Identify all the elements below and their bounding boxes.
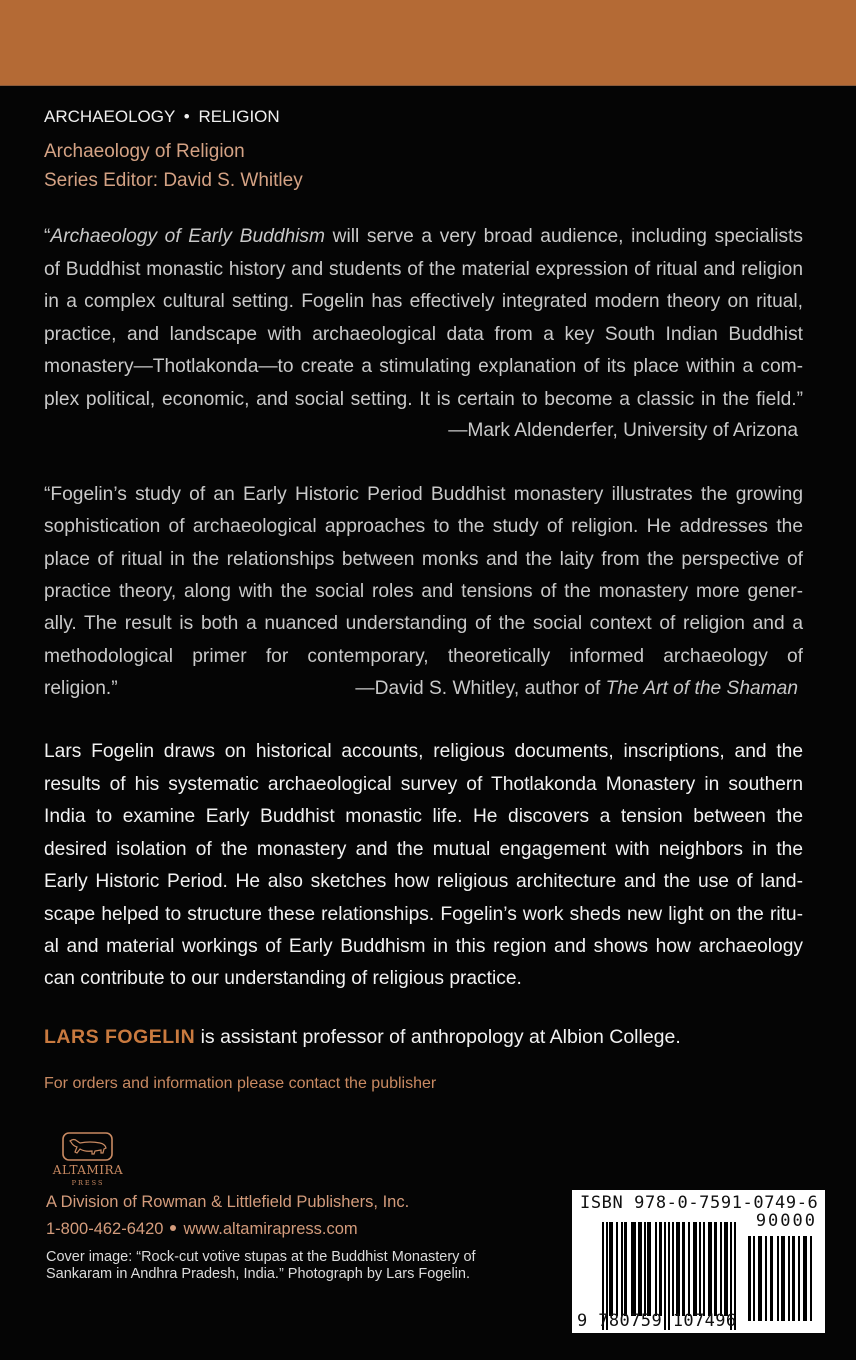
isbn-barcode [572, 1190, 825, 1333]
author-bio-text: is assistant professor of anthropology at Albion College. [195, 1026, 681, 1048]
publisher-phone: 1-800-462-6420 [46, 1220, 164, 1238]
author-bio [44, 1026, 681, 1049]
publisher-website[interactable]: www.altamirapress.com [183, 1220, 358, 1238]
ean-number: 9 780759 107496 [577, 1311, 737, 1331]
cover-image-credit [46, 1249, 476, 1283]
category-archaeology: ARCHAEOLOGY [44, 107, 176, 126]
series-title: Archaeology of Religion [44, 141, 245, 162]
top-color-band [0, 0, 856, 86]
quote-line: “Fogelin’s study of an Early Historic Period Buddhist monastery illustrates the growing [44, 484, 803, 505]
isbn-label: ISBN 978-0-7591-0749-6 [580, 1193, 819, 1213]
cited-book-title: The Art of the Shaman [605, 677, 798, 699]
description-line: scape helped to structure these relationships. Fogelin’s work sheds new light on the ritu- [44, 903, 803, 925]
description-line: can contribute to our understanding of religious practice. [44, 968, 522, 989]
cover-credit-line: Cover image: “Rock-cut votive stupas at the Buddhist Monastery of [46, 1249, 476, 1265]
svg-text:PRESS: PRESS [71, 1179, 105, 1187]
author-name: LARS FOGELIN [44, 1026, 196, 1048]
description-line: desired isolation of the monastery and the mutual engagement with neighbors in the [44, 838, 803, 860]
description-line: Early Historic Period. He also sketches how religious architecture and the use of land- [44, 871, 803, 892]
category-separator: • [183, 107, 190, 126]
description-line: results of his systematic archaeological survey of Thotlakonda Monastery in southern [44, 773, 803, 795]
bullet-separator [170, 1225, 176, 1231]
description-line: al and material workings of Early Buddhism in this region and shows how archaeology [44, 936, 803, 957]
quote-line: of Buddhist monastic history and students of the material expression of ritual and religion [44, 258, 803, 280]
quote-line-last [44, 672, 803, 705]
quote-line: plex political, economic, and social setting. It is certain to become a classic in the field.” [44, 388, 803, 410]
quote-line: sophistication of archaeological approaches to the study of religion. He addresses the [44, 516, 803, 538]
category-label [44, 107, 280, 127]
quote-attribution: —David S. Whitley, author of The Art of the Shaman [355, 677, 798, 699]
quote-line: “Archaeology of Early Buddhism will serve a very broad audience, including specialists [44, 226, 804, 247]
price-addon: 90000 [755, 1211, 817, 1231]
quote-line: in a complex cultural setting. Fogelin has effectively integrated modern theory on ritual, [44, 291, 803, 312]
altamira-press-logo [44, 1130, 134, 1188]
quote-line: practice, and landscape with archaeological data from a key South Indian Buddhist [44, 323, 803, 345]
quote-line: methodological primer for contemporary, theoretically informed archaeology of [44, 645, 803, 667]
category-religion: RELIGION [198, 107, 280, 126]
publisher-division: A Division of Rowman & Littlefield Publishers, Inc. [46, 1193, 410, 1211]
cover-credit-line: Sankaram in Andhra Pradesh, India.” Photograph by Lars Fogelin. [46, 1266, 470, 1282]
description-line: Lars Fogelin draws on historical accounts, religious documents, inscriptions, and the [44, 741, 803, 762]
quote-attribution: —Mark Aldenderfer, University of Arizona [448, 420, 798, 441]
orders-note: For orders and information please contact the publisher [44, 1075, 437, 1092]
quote-line: practice theory, along with the social roles and tensions of the monastery more gener- [44, 580, 803, 602]
svg-text:ALTAMIRA: ALTAMIRA [52, 1163, 124, 1177]
bull-icon [44, 1130, 134, 1188]
publisher-contact [46, 1220, 358, 1239]
description-line: India to examine Early Buddhist monastic life. He discovers a tension between the [44, 806, 803, 827]
series-editor: Series Editor: David S. Whitley [44, 170, 303, 191]
book-title: Archaeology of Early Buddhism [50, 226, 325, 247]
quote-line: place of ritual in the relationships between monks and the laity from the perspective of [44, 548, 803, 570]
quote-line: ally. The result is both a nuanced understanding of the social context of religion and a [44, 613, 803, 635]
quote-end: religion.” [44, 677, 118, 699]
quote-line: monastery—Thotlakonda—to create a stimulating explanation of its place within a com- [44, 356, 803, 377]
